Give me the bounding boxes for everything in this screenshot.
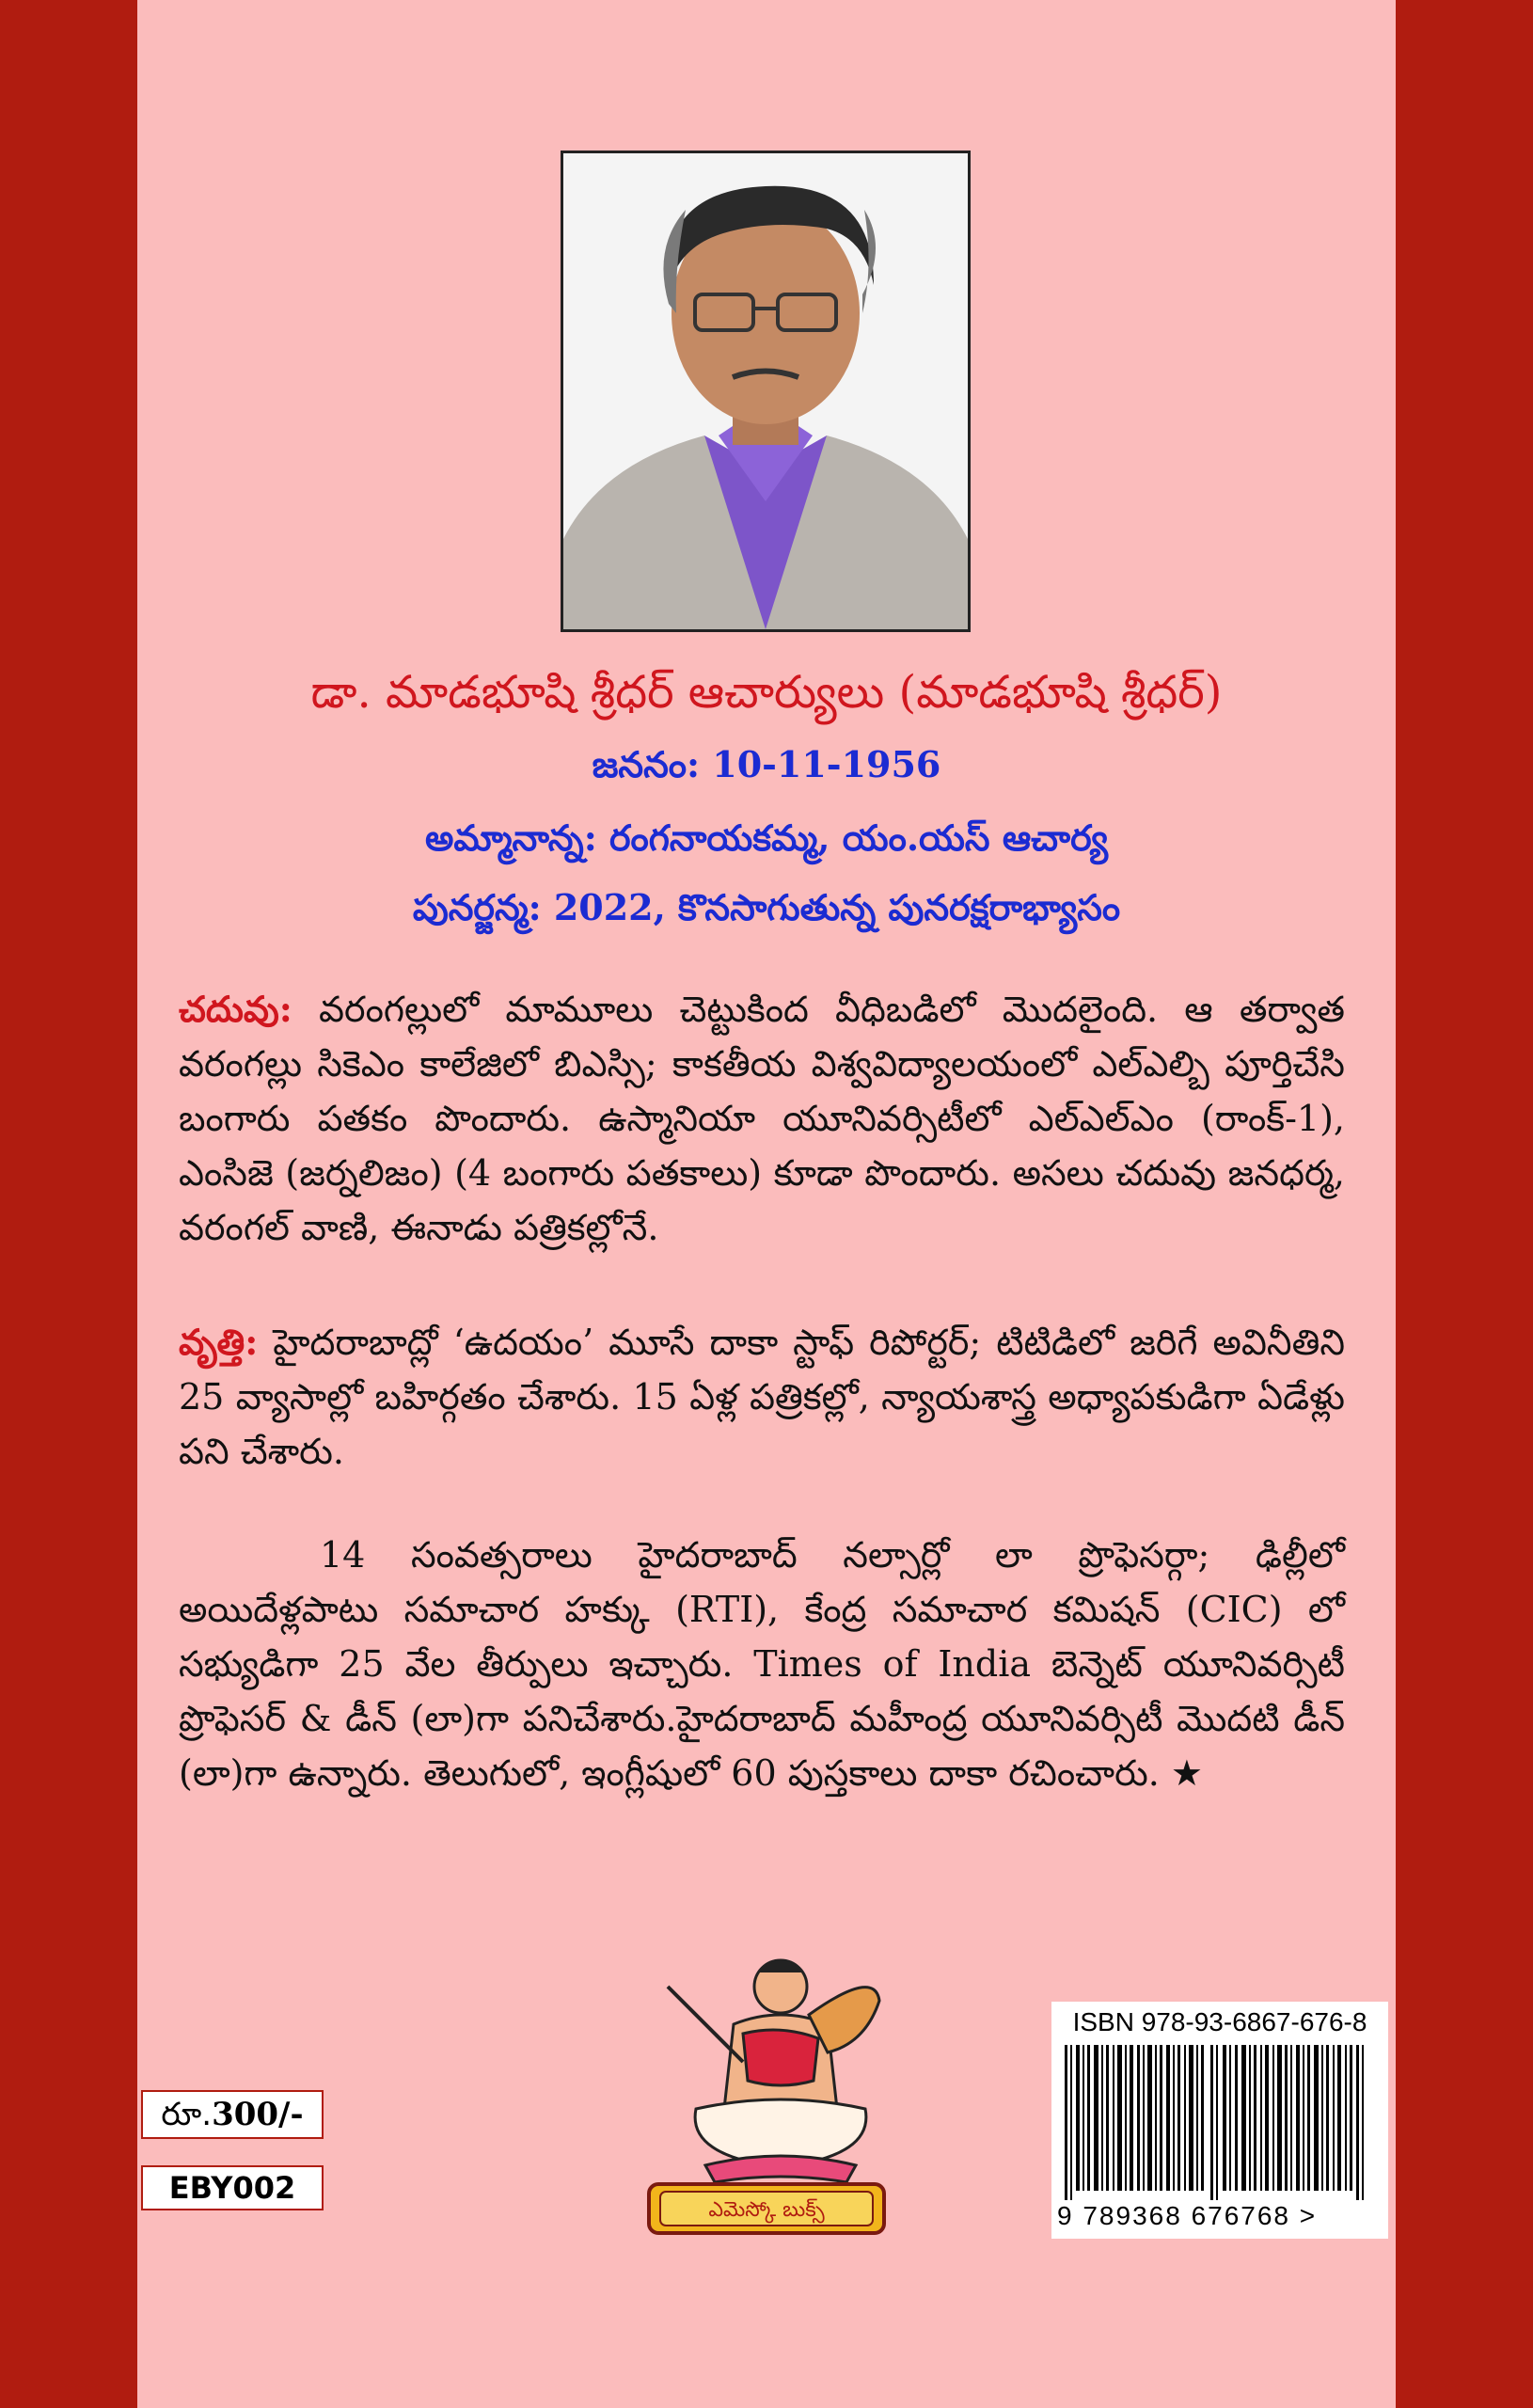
isbn-barcode <box>1051 2002 1388 2239</box>
education-label: చదువు: <box>179 988 292 1030</box>
education-paragraph <box>179 982 1345 1255</box>
career-more-paragraph: 14 సంవత్సరాలు హైదరాబాద్ నల్సార్లో లా ప్రొఫెసర్గా; ఢిల్లీలో అయిదేళ్లపాటు సమాచార హక్కు (RTI), కేంద్ర సమాచార కమిషన్ (CIC) లో సభ్యుడిగా 25 వేల తీర్పులు ఇచ్చారు. Times of India బెన్నెట్ యూనివర్సిటీ ప్రొఫెసర్ & డీన్ (లా)గా పనిచేశారు.హైదరాబాద్ మహీంద్ర యూనివర్సిటీ మొదటి డీన్ (లా)గా ఉన్నారు. తెలుగులో, ఇంగ్లీషులో 60 పుస్తకాలు దాకా రచించారు. ★ <box>179 1534 1345 1794</box>
career-paragraph <box>179 1315 1345 1479</box>
author-name: డా. మాడభూషి శ్రీధర్ ఆచార్యులు (మాడభూషి శ్రీధర్) <box>310 666 1223 719</box>
career-text: హైదరాబాద్లో ‘ఉదయం’ మూసే దాకా స్టాఫ్ రిపోర్టర్; టిటిడిలో జరిగే అవినీతిని 25 వ్యాసాల్లో బహిర్గతం చేశారు. 15 ఏళ్ల పత్రికల్లో, న్యాయశాస్త్ర అధ్యాపకుడిగా ఏడేళ్లు పని చేశారు. <box>179 1322 1345 1472</box>
barcode-digits: 9 789368 676768 > <box>1057 2201 1318 2230</box>
birth-date: జననం: 10-11-1956 <box>592 743 941 785</box>
publisher-logo-text: ఎమెస్కో బుక్స్ <box>708 2198 825 2222</box>
book-code: EBY002 <box>141 2165 324 2210</box>
education-text: వరంగల్లులో మామూలు చెట్టుకింద వీధిబడిలో మొదలైంది. ఆ తర్వాత వరంగల్లు సికెఎం కాలేజిలో బిఎస్సి; కాకతీయ విశ్వవిద్యాలయంలో ఎల్ఎల్బి పూర్తిచేసి బంగారు పతకం పొందారు. ఉస్మానియా యూనివర్సిటీలో ఎల్ఎల్ఎం (రాంక్-1), ఎంసిజె (జర్నలిజం) (4 బంగారు పతకాలు) కూడా పొందారు. అసలు చదువు జనధర్మ, వరంగల్ వాణి, ఈనాడు పత్రికల్లోనే. <box>179 989 1345 1248</box>
publisher-logo <box>640 1949 893 2241</box>
price-amount: 300/- <box>212 2096 304 2133</box>
career-label: వృత్తి: <box>179 1321 259 1363</box>
rebirth-line: పునర్జన్మ: 2022, కొనసాగుతున్న పునరక్షరాభ్యాసం <box>412 886 1121 928</box>
barcode-bars <box>1065 2045 1375 2200</box>
isbn-label: ISBN 978-93-6867-676-8 <box>1072 2007 1367 2036</box>
price-box <box>141 2090 324 2139</box>
author-photo <box>561 150 971 632</box>
price-prefix: రూ. <box>161 2096 213 2133</box>
parents-line: అమ్మానాన్న: రంగనాయకమ్మ, యం.యస్ ఆచార్య <box>424 816 1109 859</box>
